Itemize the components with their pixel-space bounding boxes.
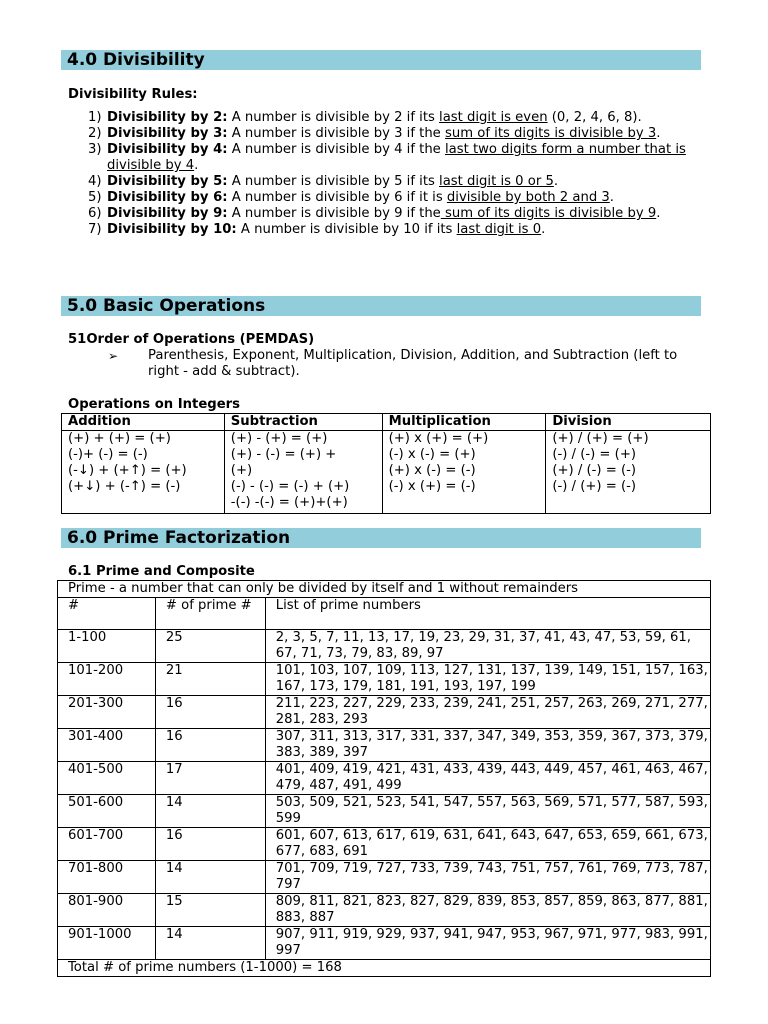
table-row: 1-100 25 2, 3, 5, 7, 11, 13, 17, 19, 23, 29, 31, 37, 41, 43, 47, 53, 59, 61, 67, 71, 73, 79, 83, 89, 97 <box>58 630 711 663</box>
arrow-bullet-icon: ➢ <box>108 349 119 363</box>
section-title: 4.0 Divisibility <box>67 50 205 70</box>
prime-definition: Prime - a number that can only be divided by itself and 1 without remainders <box>58 581 711 598</box>
prime-total: Total # of prime numbers (1-1000) = 168 <box>58 960 711 977</box>
header-subtraction: Subtraction <box>224 414 382 431</box>
table-row: 401-500 17 401, 409, 419, 421, 431, 433, 439, 443, 449, 457, 461, 463, 467, 479, 487, 491, 499 <box>58 762 711 795</box>
table-row: 701-800 14 701, 709, 719, 727, 733, 739, 743, 751, 757, 761, 769, 773, 787, 797 <box>58 861 711 894</box>
definition-row <box>58 581 711 598</box>
rule-item: 1) Divisibility by 2: A number is divisible by 2 if its last digit is even (0, 2, 4, 6, 8). <box>88 110 642 125</box>
rule-item: 2) Divisibility by 3: A number is divisible by 3 if the sum of its digits is divisible by 3. <box>88 126 661 141</box>
operations-heading: Operations on Integers <box>68 397 241 412</box>
table-row: 801-900 15 809, 811, 821, 823, 827, 829, 839, 853, 857, 859, 863, 877, 881, 883, 887 <box>58 894 711 927</box>
prime-numbers-table <box>57 580 711 977</box>
table-row: 901-1000 14 907, 911, 919, 929, 937, 941, 947, 953, 967, 971, 977, 983, 991, 997 <box>58 927 711 960</box>
table-row: 101-200 21 101, 103, 107, 109, 113, 127, 131, 137, 139, 149, 151, 157, 163, 167, 173, 179, 181, 191, 193, 197, 199 <box>58 663 711 696</box>
header-multiplication: Multiplication <box>382 414 546 431</box>
prime-composite-heading: 6.1 Prime and Composite <box>68 564 255 579</box>
section-heading-divisibility <box>61 50 701 70</box>
pemdas-heading: 51Order of Operations (PEMDAS) <box>68 332 315 347</box>
total-row <box>58 960 711 977</box>
table-row: 201-300 16 211, 223, 227, 229, 233, 239, 241, 251, 257, 263, 269, 271, 277, 281, 283, 293 <box>58 696 711 729</box>
rule-item: 5) Divisibility by 6: A number is divisible by 6 if it is divisible by both 2 and 3. <box>88 190 614 205</box>
table-row: 501-600 14 503, 509, 521, 523, 541, 547, 557, 563, 569, 571, 577, 587, 593, 599 <box>58 795 711 828</box>
header-range: # <box>58 598 156 630</box>
table-row: 301-400 16 307, 311, 313, 317, 331, 337, 347, 349, 353, 359, 367, 373, 379, 383, 389, 397 <box>58 729 711 762</box>
rule-item: 7) Divisibility by 10: A number is divisible by 10 if its last digit is 0. <box>88 222 546 237</box>
rule-item: 4) Divisibility by 5: A number is divisible by 5 if its last digit is 0 or 5. <box>88 174 559 189</box>
rule-item: 3) Divisibility by 4: A number is divisible by 4 if the last two digits form a number that is divisible by 4. <box>88 142 686 173</box>
subtraction-rules: (+) - (+) = (+) (+) - (-) = (+) + (+) (-) - (-) = (-) + (+) -(-) -(-) = (+)+(+) <box>224 431 382 514</box>
section-heading-prime-factorization <box>61 528 701 548</box>
header-list: List of prime numbers <box>265 598 710 630</box>
table-header-row <box>62 414 711 431</box>
section-title: 6.0 Prime Factorization <box>67 528 291 548</box>
section-title: 5.0 Basic Operations <box>67 296 266 316</box>
table-header-row <box>58 598 711 630</box>
addition-rules: (+) + (+) = (+) (-)+ (-) = (-) (-↓) + (+↑) = (+) (+↓) + (-↑) = (-) <box>62 431 225 514</box>
table-row <box>62 431 711 514</box>
table-row: 601-700 16 601, 607, 613, 617, 619, 631, 641, 643, 647, 653, 659, 661, 673, 677, 683, 691 <box>58 828 711 861</box>
divisibility-rules-heading: Divisibility Rules: <box>68 87 198 102</box>
division-rules: (+) / (+) = (+) (-) / (-) = (+) (+) / (-) = (-) (-) / (+) = (-) <box>546 431 711 514</box>
multiplication-rules: (+) x (+) = (+) (-) x (-) = (+) (+) x (-) = (-) (-) x (+) = (-) <box>382 431 546 514</box>
rule-item: 6) Divisibility by 9: A number is divisible by 9 if the sum of its digits is divisible by 9. <box>88 206 661 221</box>
header-addition: Addition <box>62 414 225 431</box>
section-heading-basic-operations <box>61 296 701 316</box>
header-count: # of prime # <box>155 598 265 630</box>
header-division: Division <box>546 414 711 431</box>
operations-table <box>61 413 711 514</box>
pemdas-text: Parenthesis, Exponent, Multiplication, Division, Addition, and Subtraction (left to right - add & subtract). <box>148 348 678 379</box>
divisibility-rules-list <box>68 110 708 238</box>
